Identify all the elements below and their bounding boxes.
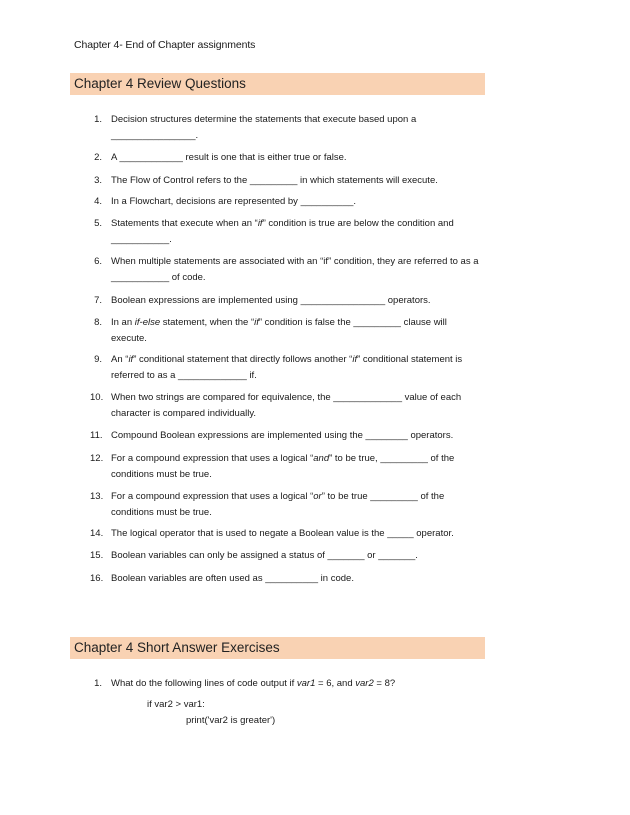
page-header: Chapter 4- End of Chapter assignments (74, 39, 256, 51)
code-line: print('var2 is greater') (186, 715, 276, 726)
review-questions-heading: Chapter 4 Review Questions (70, 73, 485, 95)
short-answer-heading: Chapter 4 Short Answer Exercises (70, 637, 485, 659)
code-line: if var2 > var1: (147, 699, 205, 710)
